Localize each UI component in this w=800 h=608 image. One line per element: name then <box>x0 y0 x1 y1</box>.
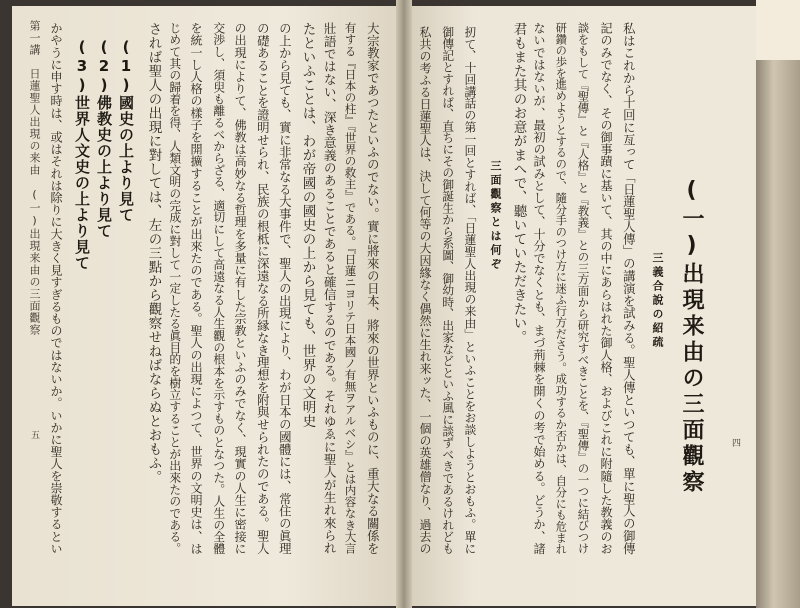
text-column: 記のみでなく、その御事蹟に基いて、其の中にあらはれた御人格、およびこれに附隨した教義のお <box>599 22 614 555</box>
text-column: ないではないが、最初の試みとして、十分でなくとも、まづ荊棘を開くの考で始める。どうか、諸 <box>532 22 547 555</box>
page-number-right: 四 <box>730 438 740 447</box>
page-edge-strip <box>756 60 800 608</box>
text-column: 壯語ではない、深き意義のあることであると確信するのである。それゆゑに聖人が生れ來られ <box>321 22 337 555</box>
list-item-sekai-jinbunshi: (3)世界人文史の上より見て <box>73 38 91 271</box>
text-column: じめて其の歸着を得、人類文明の完成に對して一定したる眞目的を樹立することが出來たのである。 <box>167 22 182 555</box>
text-column: 私共の考ふる日蓮聖人は、決して何等の大因緣なく偶然に生れ来ッた、一個の英雄僧なり、過去の <box>418 26 433 555</box>
list-item-bukkyoshi: (2)佛教史の上より見て <box>95 38 113 239</box>
text-column: 君もまた其のお意がまへで、聽いていただきたい。 <box>510 22 527 344</box>
page-number-left: 五 <box>29 430 39 439</box>
text-column: 御傳記とすれば、直ちにその御誕生から系圖、御幼時、出家などといふ風に談ずべきであるけれども <box>440 26 455 555</box>
text-column: 研鑽の歩を進めようとするので、隨分手のつけ方に迷ふ行方ださう。成功するか否かは、自分にも危まれ <box>554 22 569 555</box>
text-column: の出現によりて、佛教は高妙なる哲理を多量に有した宗教といふのみでなく、現實の人生に密接に <box>233 22 248 555</box>
text-column: たといふことは、わが帝國の國史の上から見ても、世界の文明史 <box>299 22 316 428</box>
subheading-sanmen: 三義合說の紹疏 <box>651 252 664 350</box>
text-column: 私はこれから十回に亙って「日蓮聖人傳」の講演を試みる。聖人傳といつても、單に聖人の御傳 <box>621 22 636 555</box>
chapter-title: (一)出現来由の三面觀察 <box>679 178 704 496</box>
text-column: 大宗教家であつたといふのでない。實に將來の日本、將來の世界といふものに、重大なる關係を <box>365 22 380 555</box>
text-column: を統一し人格の樣子を開擴することが出來たのである。聖人の出現によつて、世界の文明史は、は <box>189 22 204 555</box>
running-header: 第一講 日蓮聖人出現の来由 (一)出現来由の三面觀察 <box>28 20 41 336</box>
text-column: されば聖人の出現に對しては、左の三點から觀察せねばならぬとおもふ。 <box>145 22 162 484</box>
text-column: 有する『日本の柱』『世界の救主』である。『日蓮ニヨリテ日本國ノ有無ヲアルベシ』とは内容なき大言 <box>343 22 358 554</box>
text-column: 談をもして『聖傳』と『人格』と『教義』との三方面から研究すべきことを、『聖傳』の一つに結びつけ <box>576 22 591 554</box>
text-column: の礎あることを證明せられ、民族の根柢に深遠なる所縁なき理想を附與せられたのである。聖人 <box>255 22 270 555</box>
subheading-sanmen-kansatsu: 三面觀察とは何ぞ <box>489 160 502 272</box>
text-column: 交渉し、須臾も離るべからざる、適切にして高遠なる人生觀の根本を示すものとなつた。人生の全體 <box>211 22 226 555</box>
book-gutter <box>396 0 412 608</box>
list-item-kokushi: (1)國史の上より見て <box>117 38 135 223</box>
page-edge-block <box>756 0 800 62</box>
text-column: の上から見ても、實に非常なる大事件で、聖人の出現により、わが日本の國體には、常住の眞理 <box>277 22 292 555</box>
text-column: かやうに申す時は、或はそれは除りに大きく見すぎるものではないか。いかに聖人を崇敬するとい <box>49 22 64 555</box>
text-column: 扨て、十回講話の第一回とすれば、「日蓮聖人出現の来由」といふことをお談しようとおもふ。單に <box>462 26 477 555</box>
